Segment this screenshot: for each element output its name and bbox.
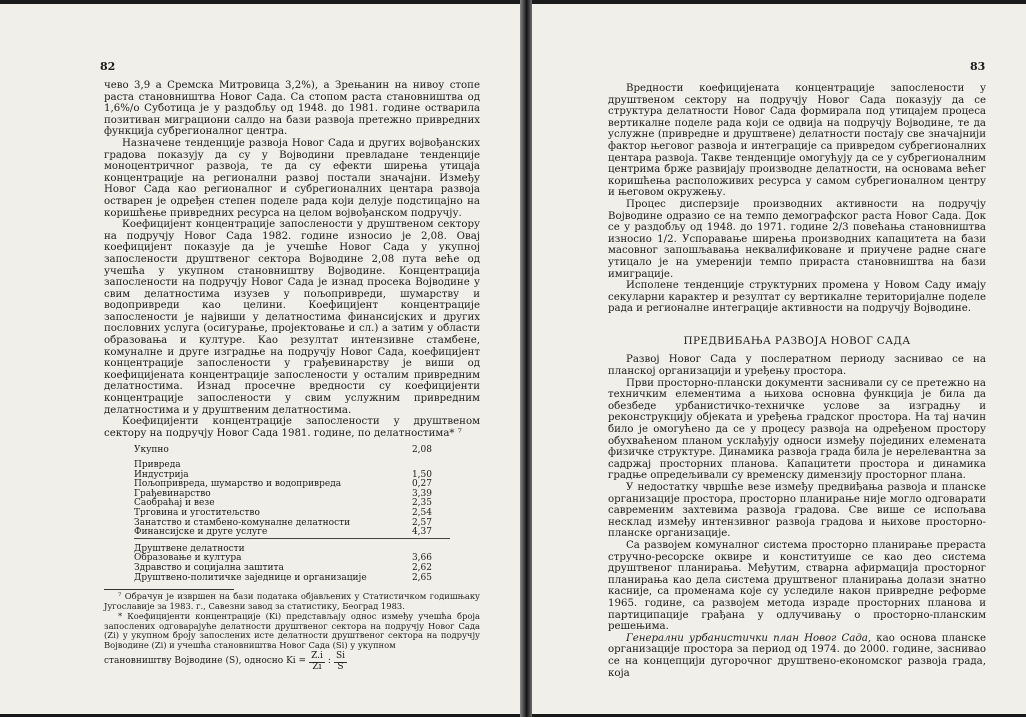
paragraph: Назначене тенденције развоја Новог Сада и других војвођанских градова показују да су у Војводини превладане тенденције моноцентричног развоја, те да су ефекти ширења утицаја концентрације на регионални развој постали значајни. Између Новог Сада као регионалног и субрегионалних центара развоја остварен је одређен степен поделе рада који делује подстицајно на коришћење привредних ресурса на целом војвођанском подручју. bbox=[104, 137, 480, 219]
paragraph: Први просторно-плански документи заснивали су се претежно на техничким елементима а њихова основна функција је била да обезбеде урбанистичко-техничке услове за изградњу и реконструкцију објеката и уређења градског простора. На тај начин било је омогућено да се у процесу развоја на одређеном простору обухваћеном планом усклађују односи између појединих елемената физичке структуре. Динамика развоја града била је нерелевантна за садржај просторних планова. Капацитети простора и динамика градње опредељивали су временску димензију просторног плана. bbox=[608, 377, 986, 482]
footnote-divider bbox=[104, 589, 234, 590]
table-caption: Коефицијенти концентрације запослености у друштвеном сектору на подручју Новог Сада 1981. године, по делатностима* ⁷ bbox=[104, 416, 480, 439]
fraction-numerator: Z.i bbox=[311, 650, 323, 661]
fraction-denominator: Zi bbox=[312, 661, 322, 672]
table-cell-value: 2,08 bbox=[411, 445, 432, 456]
table-cell-value: 2,62 bbox=[411, 562, 432, 573]
table-row bbox=[134, 446, 450, 461]
page-number: 82 bbox=[100, 60, 116, 73]
right-page-body bbox=[608, 83, 986, 679]
table-cell-value: 2,35 bbox=[411, 498, 432, 509]
table-cell-label: Трговина и угоститељство bbox=[134, 507, 260, 518]
table-cell-label: Друштвено-политичке заједнице и организације bbox=[134, 572, 367, 583]
table-cell-label: Занатство и стамбено-комуналне делатности bbox=[134, 517, 351, 528]
table-cell-label: Здравство и социјална заштита bbox=[134, 562, 284, 573]
paragraph: Исполене тенденције структурних промена у Новом Саду имају секуларни карактер и резултат су вертикалне територијалне поделе рада и регионалне интеграције активности на подручју Војводине. bbox=[608, 280, 986, 315]
left-page bbox=[0, 4, 520, 714]
table-cell-value: 3,39 bbox=[411, 488, 432, 499]
fraction-numerator: Si bbox=[335, 650, 346, 661]
table-row bbox=[134, 574, 450, 584]
table-cell-label: Укупно bbox=[134, 445, 169, 456]
section-heading: ПРЕДВИБАЊА РАЗВОЈА НОВОГ САДА bbox=[683, 334, 911, 347]
fraction-denominator: S bbox=[337, 661, 344, 672]
paragraph: Процес дисперзије производних активности на подручју Војводине одразио се на темпо демографског раста Новог Сада. Док се у раздобљу од 1948. до 1971. године 2/3 повећања становништва износио 1/2. Успоравање ширења производних капацитета на бази масовног запошљавања неквалификоване и приучене радне снаге утицало је на умеренији темпо прираста становништва на бази имиграције. bbox=[608, 198, 986, 280]
footnote: * Коефицијенти концентрације (Ki) представљају однос између учешћа броја запослених одговарајуће делатности друштвеног сектора на подручју Новог Сада (Zi) у укупном броју запослених исте делатности друштвеног сектора на подручју Војводине (Zi) и учешћа становништва Новог Сада (Si) у укупном bbox=[104, 610, 480, 651]
formula-operator: : bbox=[327, 656, 331, 667]
fraction bbox=[309, 652, 325, 673]
table-group-label: Друштвене делатности bbox=[134, 543, 245, 554]
paragraph: Коефицијент концентрације запослености у друштвеном сектору на подручју Новог Сада 1982. године износио је 2,08. Овај коефицијент показује да је учешће Новог Сада у укупној запослености друштвеног сектора Војводине 2,08 пута веће од учешћа у укупном становништву Војводине. Концентрација запослености на подручју Новог Сада је изнад просека Војводине у свим делатностима изузев у пољопривреди, шумарству и водопривреди као целини. Коефицијент концентрације запослености је највиши у делатностима финансијских и других пословних услуга (осигурање, пројектовање и сл.) a затим у области образовања и културе. Као резултат интензивне стамбене, комуналне и друге изградње на подручју Новог Сада, коефицијент концентрације запослености у грађевинарству је виши од коефицијената концентрације запослености у осталим привредним делатностима. Изнад просечне вредности су коефицијенти концентрације запослености у свим услужним привредним делатностима и у друштвеним делатностима. bbox=[104, 219, 480, 416]
table-cell-label: Индустрија bbox=[134, 469, 189, 480]
table-cell-label: Грађевинарство bbox=[134, 488, 211, 499]
table-cell-value: 2,54 bbox=[411, 507, 432, 518]
table-cell-label: Пољопривреда, шумарство и водопривреда bbox=[134, 479, 342, 490]
formula-text: становништву Војводине (S), односно Ki = bbox=[104, 656, 307, 667]
footnotes bbox=[104, 592, 480, 672]
table-cell-value: 2,57 bbox=[411, 517, 432, 528]
fraction bbox=[334, 652, 347, 673]
table-group-label: Привреда bbox=[134, 460, 181, 470]
book-spine bbox=[520, 0, 532, 717]
left-page-body bbox=[104, 80, 480, 673]
table-cell-value: 4,37 bbox=[392, 528, 450, 538]
paragraph bbox=[608, 633, 986, 679]
table-cell-value: 1,50 bbox=[411, 469, 432, 480]
paragraph-text: као основа планске организације простора за период од 1974. до 2000. године, заснивао се на концепцији дугорочног друштвено-економског развоја града, која bbox=[608, 632, 986, 679]
paragraph: Са развојем комуналног система просторно планирање прераста стручно-ресорске оквире и конституише се као део система друштвеног планирања. Међутим, стварна афирмација просторног планирања као дела система друштвеног планирања долази знатно касније, са променама које су уследиле након привредне реформе 1965. године, са развојем метода израде просторних планова и партиципације грађана у одлучивању о просторно-планским решењима. bbox=[608, 539, 986, 633]
coefficient-table bbox=[134, 446, 450, 583]
table-row bbox=[134, 538, 450, 554]
table-cell-label: Образовање и култура bbox=[134, 553, 242, 564]
paragraph: Вредности коефицијената концентрације запослености у друштвеном сектору на подручју Новог Сада показују да се структура делатности Новог Сада формирала под утицајем процеса вертикалне поделе рада који се одвија на подручју Војводине, те да услужне (привредне и друштвене) делатности постају све значајнији фактор његовог развоја и интеграције са привредом субрегионалних центара развоја. Такве тенденције омогућују да се у субрегионалним центрима брже развијају производне делатности, на основама већег коришћења расположивих ресурса у самом субрегионалном центру и његовом окружењу. bbox=[608, 83, 986, 199]
paragraph: У недостатку чвршће везе између предвиђања развоја и планске организације простора, просторно планирање није могло одговарати савременим захтевима развоја градова. Све више се испољава несклад између интензивног развоја градова и њихове просторно-планске организације. bbox=[608, 482, 986, 540]
italic-title: Генерални урбанистички план Новог Сада, bbox=[626, 632, 872, 644]
paragraph: чево 3,9 a Сремска Митровица 3,2%), a Зрењанин на нивоу стопе раста становништва Новог Сада. Са стопом раста становништва од 1,6%/о Суботица је у раздобљу од 1948. до 1981. године остварила позитиван миграциони салдо на бази развоја претежно привредних функција субрегионалног центра. bbox=[104, 80, 480, 138]
page-number: 83 bbox=[970, 60, 986, 73]
right-page bbox=[532, 4, 1026, 714]
paragraph: Развој Новог Сада у послератном периоду заснивао се на планској организацији и уређењу простора. bbox=[608, 354, 986, 378]
table-cell-label: Финансијске и друге услуге bbox=[134, 528, 392, 538]
table-cell-value: 3,66 bbox=[411, 553, 432, 564]
footnote: ⁷ Обрачун је извршен на бази података објављених у Статистичком годишњаку Југославије за 1983. г., Савезни завод за статистику, Београд 1983. bbox=[104, 591, 480, 611]
table-cell-label: Саобраћај и везе bbox=[134, 498, 215, 509]
table-cell-value: 2,65 bbox=[411, 572, 432, 583]
coefficient-formula bbox=[104, 652, 480, 673]
table-row bbox=[134, 528, 450, 538]
table-cell-value: 0,27 bbox=[411, 479, 432, 490]
